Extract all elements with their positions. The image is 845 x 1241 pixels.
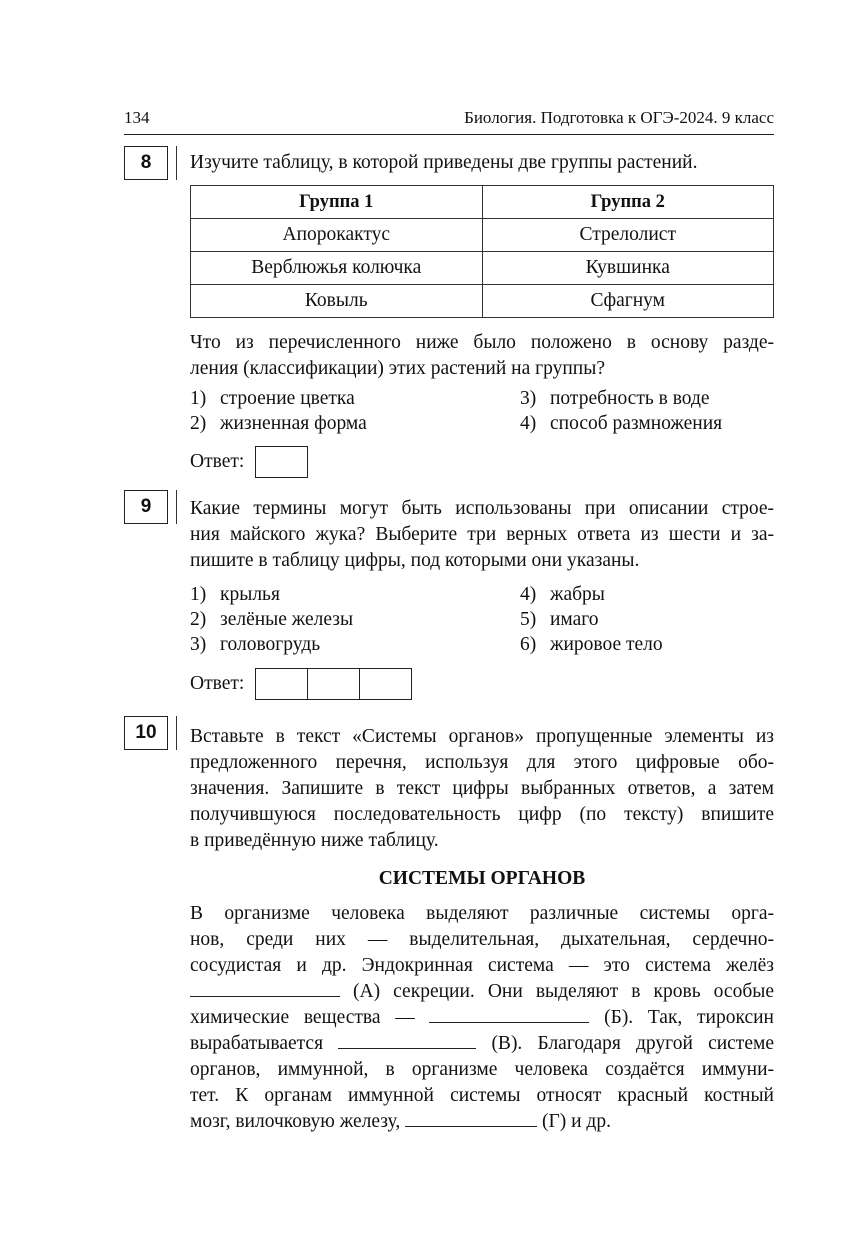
organ-systems-text: В организме человека выделяют различные системы орга- нов, среди них — выделительная, дыхательная, сердечно- сосудистая и др. Эндокринная система — это система желёз (А) секреции. Они выделяют в кровь особые химические вещества — (Б). Так, тироксин вырабатывается (В). Благодаря другой системе органов, иммунной, в организме человека создаётся иммуни- тет. К органам иммунной системы относят красный костный мозг, вилочковую железу, (Г) и др.	[190, 903, 774, 1132]
table-header-group-1: Группа 1	[191, 186, 483, 219]
table-row	[191, 219, 774, 252]
q9-option-3[interactable]: 3) головогрудь	[190, 634, 321, 655]
table-cell: Верблюжья колючка	[191, 252, 483, 285]
answer-box[interactable]	[255, 446, 308, 478]
table-cell: Сфагнум	[482, 285, 774, 318]
table-cell: Стрелолист	[482, 219, 774, 252]
q8-option-3[interactable]: 3) потребность в воде	[520, 388, 710, 409]
q9-option-1[interactable]: 1) крылья	[190, 584, 280, 605]
table-cell: Кувшинка	[482, 252, 774, 285]
question-9-number: 9	[124, 490, 168, 524]
book-title: Биология. Подготовка к ОГЭ-2024. 9 класс	[464, 108, 774, 127]
answer-label: Ответ:	[190, 451, 245, 472]
question-9-text: Какие термины могут быть использованы при описании строе- ния майского жука? Выберите три верных ответа из шести и за- пишите в таблицу цифры, под которыми они указаны.	[190, 498, 774, 571]
q9-option-5[interactable]: 5) имаго	[520, 609, 599, 630]
answer-box-2[interactable]	[307, 668, 360, 700]
answer-box-3[interactable]	[359, 668, 412, 700]
q8-option-1[interactable]: 1) строение цветка	[190, 388, 355, 409]
question-8-prompt: Что из перечисленного ниже было положено в основу разде- ления (классификации) этих растений на группы?	[190, 332, 774, 379]
text-heading: СИСТЕМЫ ОРГАНОВ	[378, 868, 586, 889]
q8-option-2[interactable]: 2) жизненная форма	[190, 413, 367, 434]
blank-a[interactable]	[190, 981, 340, 997]
q9-option-4[interactable]: 4) жабры	[520, 584, 605, 605]
q8-option-4[interactable]: 4) способ размножения	[520, 413, 723, 434]
question-8-intro: Изучите таблицу, в которой приведены две группы растений.	[190, 152, 698, 173]
header-divider	[124, 134, 774, 135]
blank-b[interactable]	[429, 1007, 589, 1023]
table-cell: Апорокактус	[191, 219, 483, 252]
table-header-group-2: Группа 2	[482, 186, 774, 219]
table-cell: Ковыль	[191, 285, 483, 318]
question-10-number: 10	[124, 716, 168, 750]
q9-option-6[interactable]: 6) жировое тело	[520, 634, 663, 655]
question-9-marker-bar	[176, 490, 177, 524]
answer-label: Ответ:	[190, 673, 245, 694]
table-row	[191, 252, 774, 285]
question-10-marker-bar	[176, 716, 177, 750]
question-10-text: Вставьте в текст «Системы органов» пропущенные элементы из предложенного перечня, используя для этого цифровые обо- значения. Запишите в текст цифры выбранных ответов, а затем получившуюся последовательность цифр (по тексту) впишите в приведённую ниже таблицу.	[190, 726, 774, 851]
page-number: 134	[124, 108, 150, 127]
blank-c[interactable]	[338, 1033, 476, 1049]
question-8-number: 8	[124, 146, 168, 180]
blank-d[interactable]	[405, 1111, 537, 1127]
q9-option-2[interactable]: 2) зелёные железы	[190, 609, 354, 630]
table-row	[191, 285, 774, 318]
question-8-marker-bar	[176, 146, 177, 180]
answer-box-1[interactable]	[255, 668, 308, 700]
page-header	[124, 108, 774, 132]
plant-groups-table	[190, 185, 774, 318]
